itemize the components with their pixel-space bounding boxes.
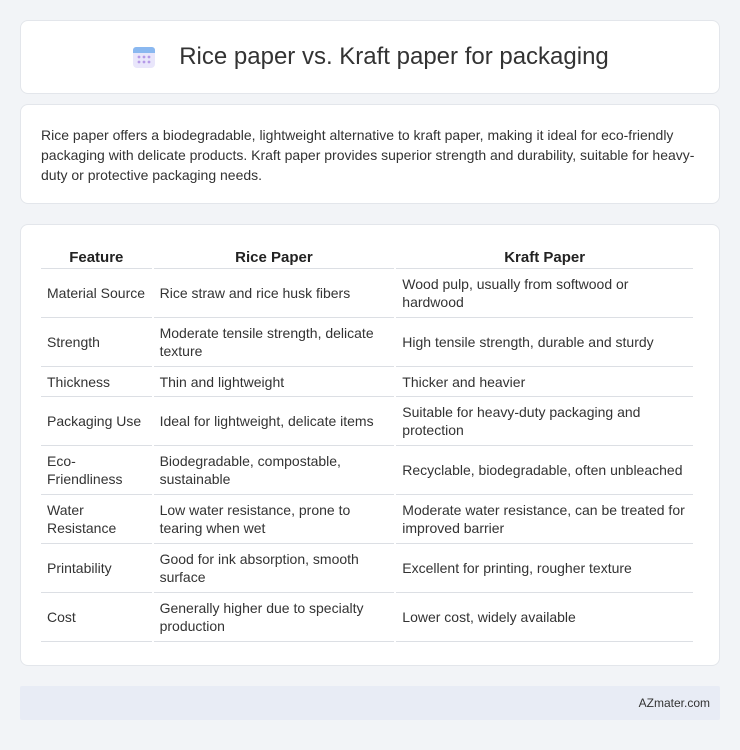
- title-card: [20, 20, 720, 94]
- cell-rice-paper: Moderate tensile strength, delicate texture: [154, 318, 395, 367]
- cell-rice-paper: Ideal for lightweight, delicate items: [154, 397, 395, 446]
- cell-rice-paper: Rice straw and rice husk fibers: [154, 269, 395, 318]
- calendar-icon: [131, 44, 157, 70]
- cell-feature: Eco-Friendliness: [41, 446, 152, 495]
- cell-kraft-paper: Thicker and heavier: [396, 367, 693, 397]
- cell-rice-paper: Good for ink absorption, smooth surface: [154, 544, 395, 593]
- table-row: [41, 318, 693, 367]
- table-row: [41, 593, 693, 642]
- cell-feature: Printability: [41, 544, 152, 593]
- cell-kraft-paper: Suitable for heavy-duty packaging and protection: [396, 397, 693, 446]
- summary-text: Rice paper offers a biodegradable, lightweight alternative to kraft paper, making it ideal for eco-friendly packaging with delicate products. Kraft paper provides superior strength and durability, suitable for heavy-duty or protective packaging needs.: [41, 127, 695, 183]
- comparison-table-card: [20, 224, 720, 666]
- header-rice-paper: Rice Paper: [154, 245, 395, 269]
- table-row: [41, 446, 693, 495]
- summary-card: [20, 104, 720, 204]
- table-header-row: [41, 245, 693, 269]
- cell-feature: Material Source: [41, 269, 152, 318]
- table-row: [41, 495, 693, 544]
- footer: [20, 686, 720, 720]
- cell-kraft-paper: Lower cost, widely available: [396, 593, 693, 642]
- cell-feature: Water Resistance: [41, 495, 152, 544]
- cell-rice-paper: Generally higher due to specialty production: [154, 593, 395, 642]
- cell-feature: Cost: [41, 593, 152, 642]
- cell-kraft-paper: Wood pulp, usually from softwood or hardwood: [396, 269, 693, 318]
- header-feature: Feature: [41, 245, 152, 269]
- header-kraft-paper: Kraft Paper: [396, 245, 693, 269]
- comparison-table: [39, 245, 695, 642]
- cell-feature: Strength: [41, 318, 152, 367]
- footer-site-link[interactable]: AZmater.com: [638, 696, 710, 710]
- table-row: [41, 269, 693, 318]
- page-title: Rice paper vs. Kraft paper for packaging: [179, 43, 609, 70]
- cell-rice-paper: Thin and lightweight: [154, 367, 395, 397]
- cell-feature: Thickness: [41, 367, 152, 397]
- table-row: [41, 367, 693, 397]
- table-row: [41, 544, 693, 593]
- cell-rice-paper: Low water resistance, prone to tearing when wet: [154, 495, 395, 544]
- cell-kraft-paper: Excellent for printing, rougher texture: [396, 544, 693, 593]
- cell-kraft-paper: High tensile strength, durable and sturdy: [396, 318, 693, 367]
- table-row: [41, 397, 693, 446]
- cell-feature: Packaging Use: [41, 397, 152, 446]
- cell-rice-paper: Biodegradable, compostable, sustainable: [154, 446, 395, 495]
- cell-kraft-paper: Moderate water resistance, can be treated for improved barrier: [396, 495, 693, 544]
- cell-kraft-paper: Recyclable, biodegradable, often unbleached: [396, 446, 693, 495]
